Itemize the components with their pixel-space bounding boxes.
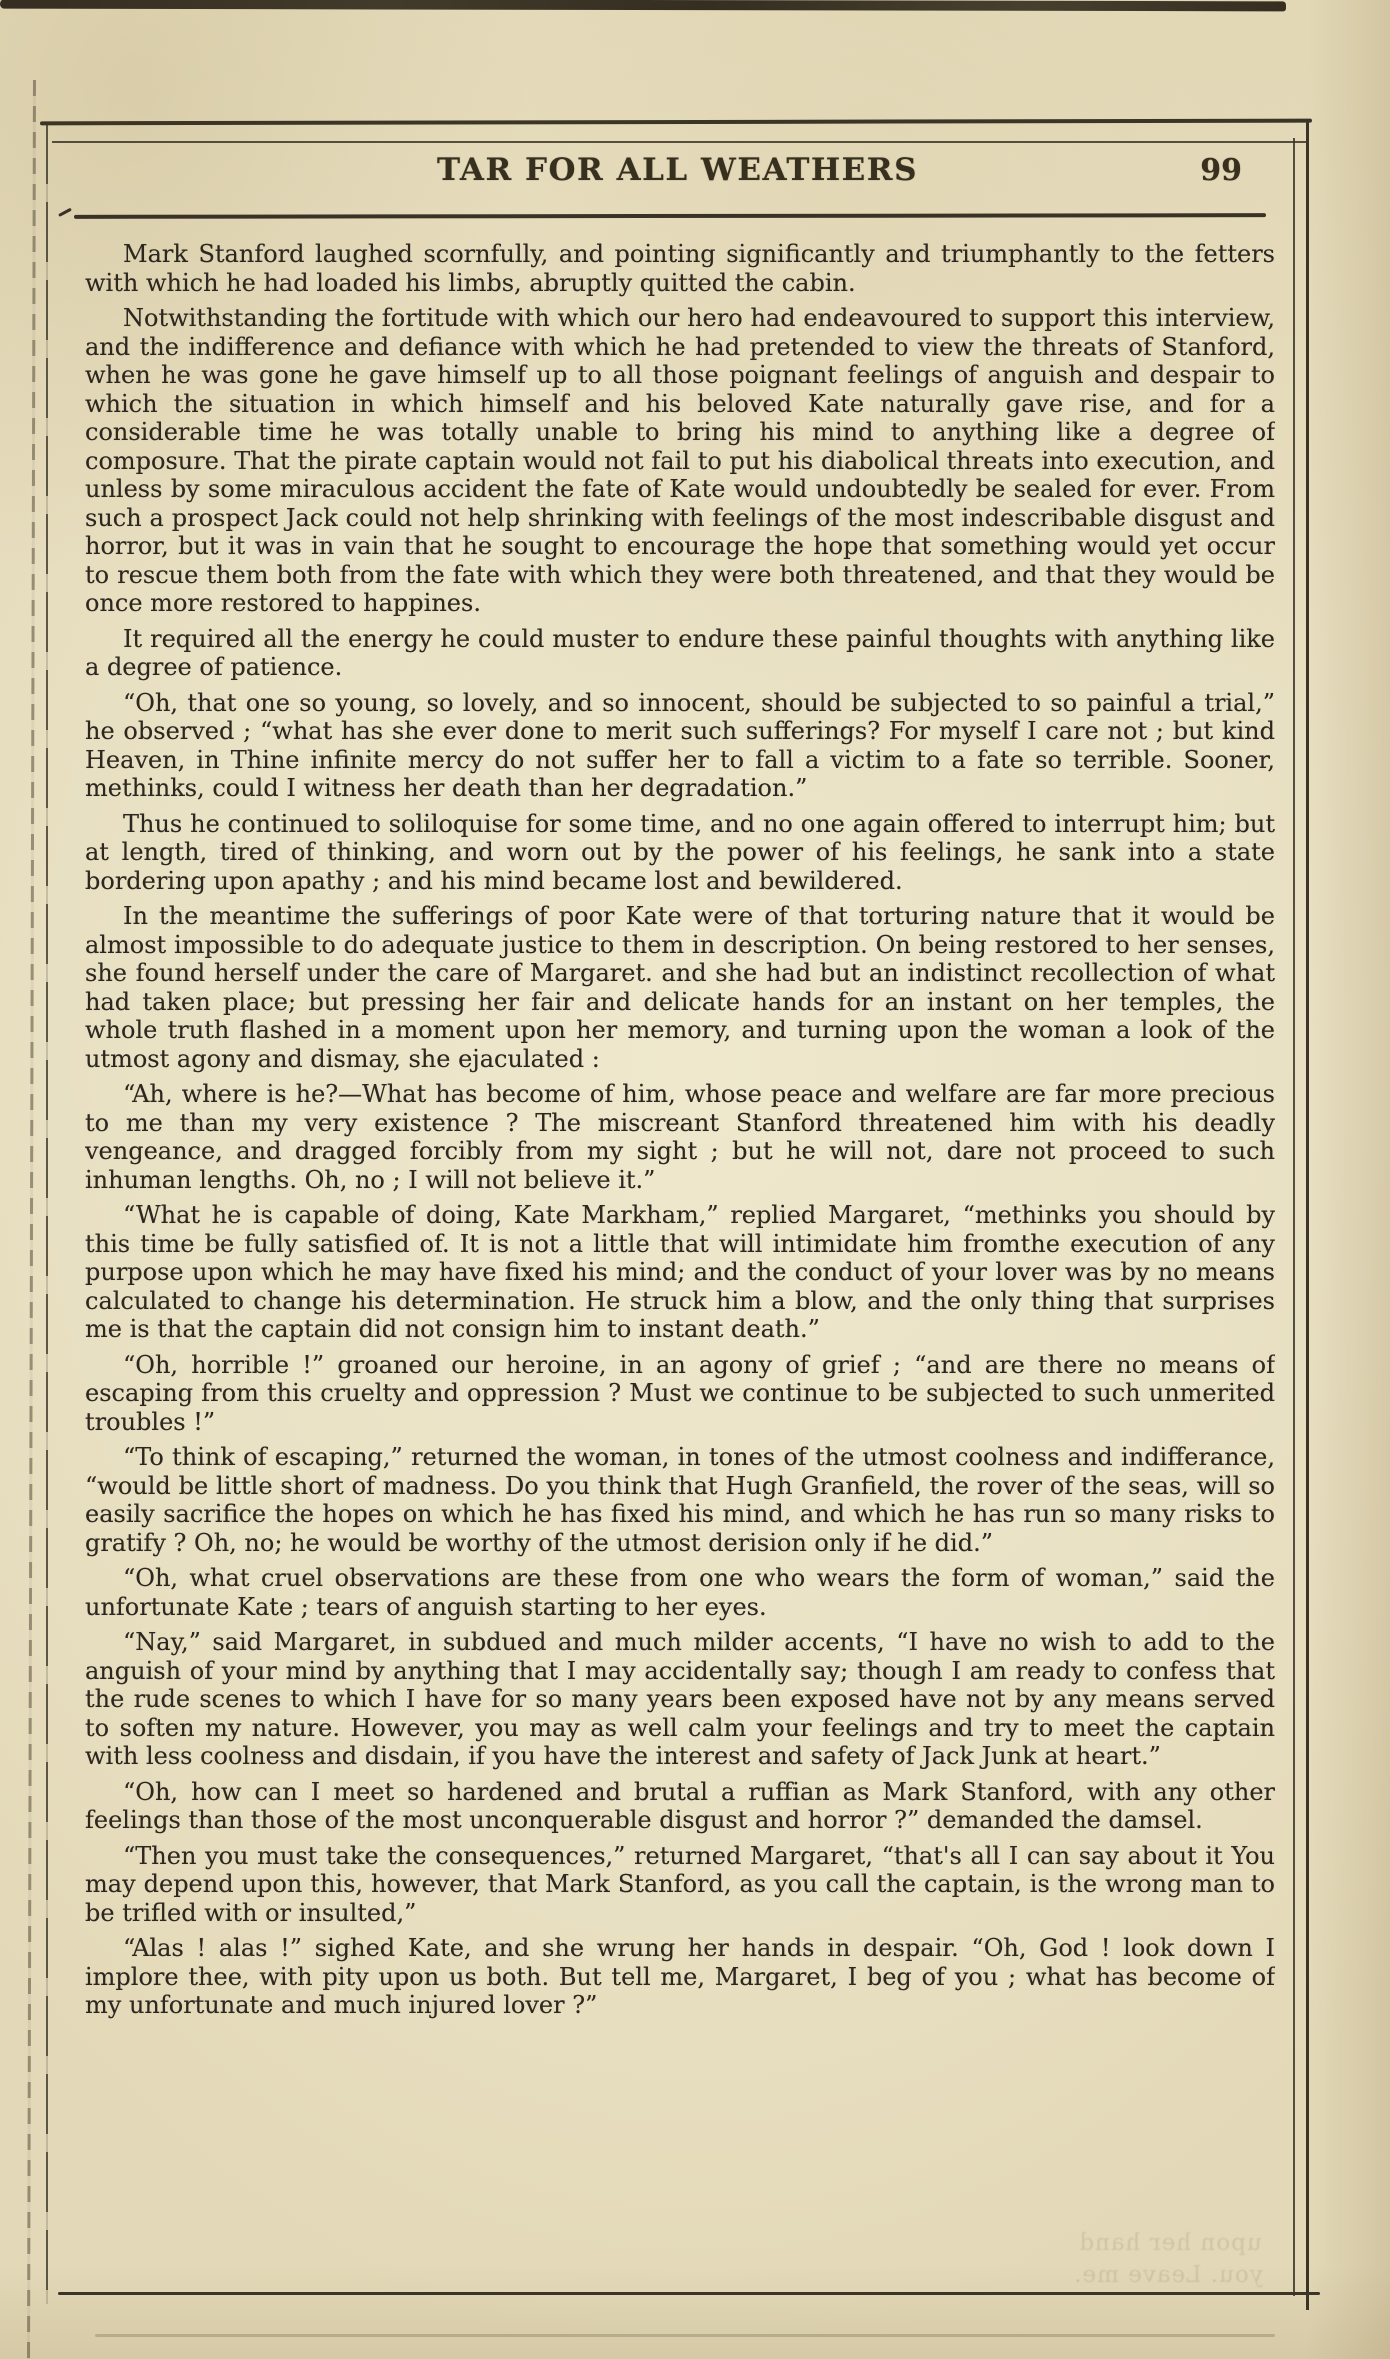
header-rule <box>74 213 1266 219</box>
running-header <box>85 152 1270 202</box>
paragraph: It required all the energy he could muster to endure these painful thoughts with anything like a degree of patience. <box>85 624 1275 681</box>
frame-bottom-thin-rule <box>58 2292 1320 2295</box>
page-edge-line <box>27 80 36 2359</box>
frame-bottom-thick-rule <box>0 0 1286 11</box>
paragraph: “Oh, how can I meet so hardened and brutal a ruffian as Mark Stanford, with any other feelings than those of the most unconquerable disgust and horror ?” demanded the damsel. <box>85 1777 1275 1834</box>
paragraph: “Then you must take the consequences,” returned Margaret, “that's all I can say about it You may depend upon this, however, that Mark Stanford, as you call the captain, is the wrong man to be trifled with or insulted,” <box>85 1841 1275 1927</box>
paragraph: “Oh, horrible !” groaned our heroine, in an agony of grief ; “and are there no means of escaping from this cruelty and oppression ? Must we continue to be subjected to such unmerited troubles !” <box>85 1350 1275 1436</box>
paragraph: Notwithstanding the fortitude with which our hero had endeavoured to support this interview, and the indifference and defiance with which he had pretended to view the threats of Stanford, when he was gone he gave himself up to all those poignant feelings of anguish and despair to which the situation in which himself and his beloved Kate naturally gave rise, and for a considerable time he was totally unable to bring his mind to anything like a degree of composure. That the pirate captain would not fail to put his diabolical threats into execution, and unless by some miraculous accident the fate of Kate would undoubtedly be sealed for ever. From such a prospect Jack could not help shrinking with feelings of the most indescribable disgust and horror, but it was in vain that he sought to encourage the hope that something would yet occur to rescue them both from the fate with which they were both threatened, and that they would be once more restored to happines. <box>85 304 1275 617</box>
frame-right-inner-rule <box>1293 138 1295 2296</box>
frame-left-rule <box>46 124 48 2304</box>
paragraph: “Alas ! alas !” sighed Kate, and she wrung her hands in despair. “Oh, God ! look down I implore thee, with pity upon us both. But tell me, Margaret, I beg of you ; what has become of my unfortunate and much injured lover ?” <box>85 1934 1275 2019</box>
bleed-through-text: you. Leave me. <box>1073 2262 1263 2288</box>
frame-bottom-echo-rule <box>95 2334 1275 2337</box>
paragraph: “Oh, what cruel observations are these from one who wears the form of woman,” said the unfortunate Kate ; tears of anguish starting to her eyes. <box>85 1564 1275 1621</box>
frame-top-inner-rule <box>52 141 1306 143</box>
page-body <box>85 240 1275 2290</box>
page-title: TAR FOR ALL WEATHERS <box>437 152 918 188</box>
paragraph: “Ah, where is he?—What has become of him, whose peace and welfare are far more precious to me than my very existence ? The miscreant Stanford threatened him with his deadly vengeance, and dragged forcibly from my sight ; but he will not, dare not proceed to such inhuman lengths. Oh, no ; I will not believe it.” <box>85 1080 1275 1194</box>
paragraph: “To think of escaping,” returned the woman, in tones of the utmost coolness and indifferance, “would be little short of madness. Do you think that Hugh Granfield, the rover of the seas, will so easily sacrifice the hopes on which he has fixed his mind, and which he has run so many risks to gratify ? Oh, no; he would be worthy of the utmost derision only if he did.” <box>85 1443 1275 1557</box>
paragraph: In the meantime the sufferings of poor Kate were of that torturing nature that it would be almost impossible to do adequate justice to them in description. On being restored to her senses, she found herself under the care of Margaret. and she had but an indistinct recollection of what had taken place; but pressing her fair and delicate hands for an instant on her temples, the whole truth flashed in a moment upon her memory, and turning upon the woman a look of the utmost agony and dismay, she ejaculated : <box>85 902 1275 1073</box>
frame-right-outer-rule <box>1306 120 1309 2310</box>
paragraph: “What he is capable of doing, Kate Markham,” replied Margaret, “methinks you should by this time be fully satisfied of. It is not a little that will intimidate him fromthe execution of any purpose upon which he may have fixed his mind; and the conduct of your lover was by no means calculated to change his determination. He struck him a blow, and the only thing that surprises me is that the captain did not consign him to instant death.” <box>85 1201 1275 1343</box>
bleed-through-text: upon her hand <box>1078 2230 1262 2256</box>
paragraph: Thus he continued to soliloquise for some time, and no one again offered to interrupt him; but at length, tired of thinking, and worn out by the power of his feelings, he sank into a state bordering upon apathy ; and his mind became lost and bewildered. <box>85 809 1275 895</box>
paragraph: “Oh, that one so young, so lovely, and so innocent, should be subjected to so painful a trial,” he observed ; “what has she ever done to merit such sufferings? For myself I care not ; but kind Heaven, in Thine infinite mercy do not suffer her to fall a victim to a fate so terrible. Sooner, methinks, could I witness her death than her degradation.” <box>85 688 1275 802</box>
frame-top-outer-rule <box>40 119 1312 126</box>
paragraph: “Nay,” said Margaret, in subdued and much milder accents, “I have no wish to add to the anguish of your mind by anything that I may accidentally say; though I am ready to confess that the rude scenes to which I have for so many years been exposed have not by any means served to soften my nature. However, you may as well calm your feelings and try to meet the captain with less coolness and disdain, if you have the interest and safety of Jack Junk at heart.” <box>85 1628 1275 1770</box>
paragraph: Mark Stanford laughed scornfully, and pointing significantly and triumphantly to the fetters with which he had loaded his limbs, abruptly quitted the cabin. <box>85 240 1275 297</box>
page-number: 99 <box>1200 153 1242 188</box>
